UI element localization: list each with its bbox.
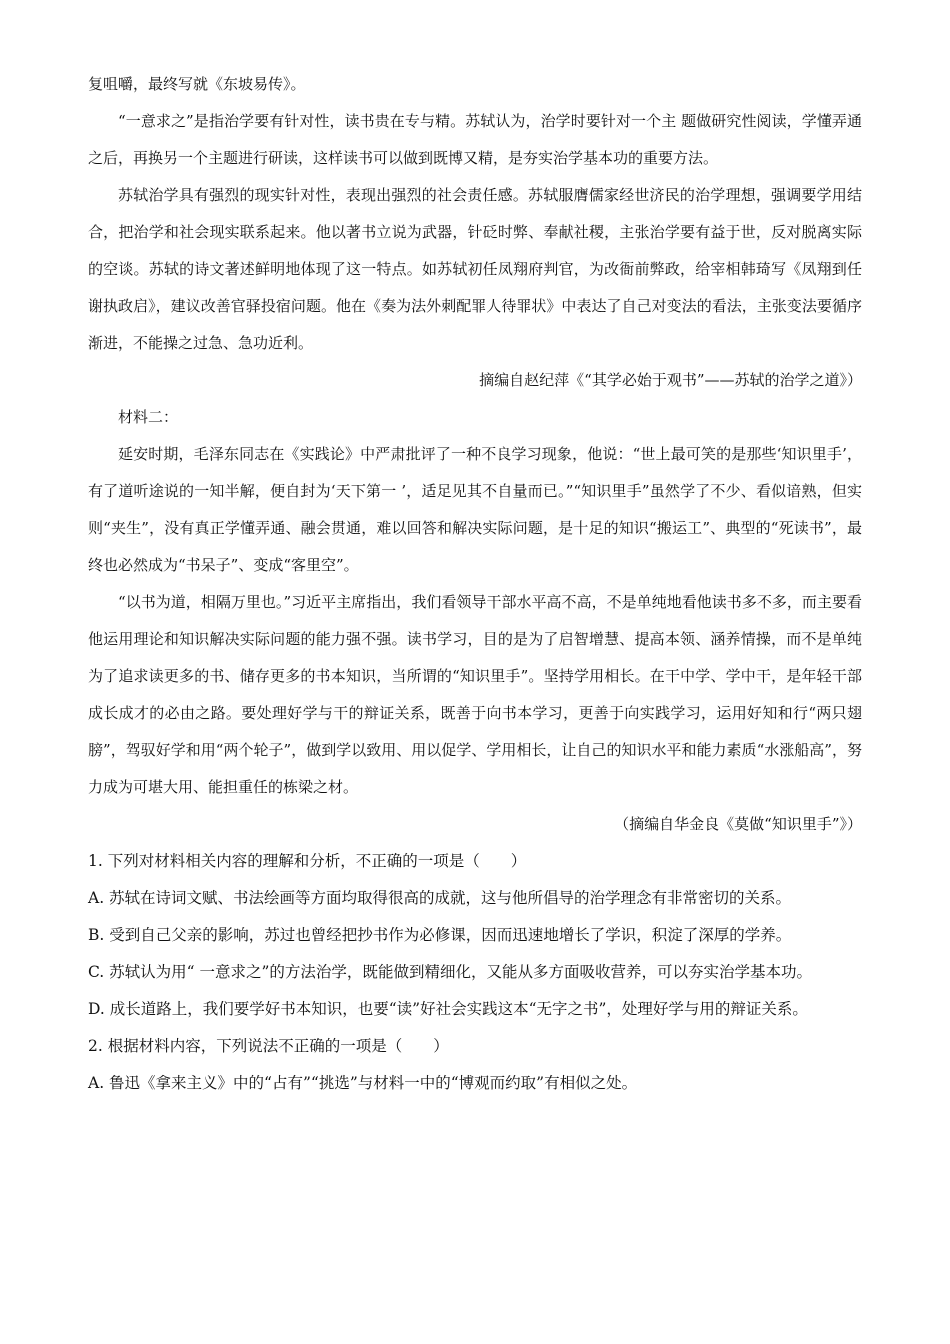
paragraph-continuation: 复咀嚼，最终写就《东坡易传》。 xyxy=(88,75,306,93)
paragraph-xi-reading: “以书为道，相隔万里也。”习近平主席指出，我们看领导干部水平高不高，不是单纯地看他读书多不多，而主要看他运用理论和知识解决实际问题的能力强不强。读书学习，目的是为了启智增慧、提高本领、涵养情操，而不是单纯为了追求读更多的书、储存更多的书本知识，当所谓的“知识里手”。坚持学用相长。在干中学、学中干，是年轻干部成长成才的必由之路。要处理好学与干的辩证关系，既善于向书本学习，更善于向实践学习，运用好知和行“两只翅膀”，驾驭好学和用“两个轮子”，做到学以致用、用以促学、学用相长，让自己的知识水平和能力素质“水涨船高”，努力成为可堪大用、能担重任的栋梁之材。 xyxy=(88,593,862,796)
paragraph-yiyiqiuzhi: “一意求之”是指治学要有针对性，读书贵在专与精。苏轼认为，治学时要针对一个主 题做研究性阅读，学懂弄通之后，再换另一个主题进行研读，这样读书可以做到既博又精，是夯实治学基本功的重要方法。 xyxy=(88,112,862,167)
paragraph-yanan: 延安时期，毛泽东同志在《实践论》中严肃批评了一种不良学习现象，他说：“世上最可笑的是那些‘知识里手’，有了道听途说的一知半解，便自封为‘天下第一 ’，适足见其不自量而已。”“知识里手”虽然学了不少、看似谙熟，但实则“夹生”，没有真正学懂弄通、融会贯通，难以回答和解决实际问题，是十足的知识“搬运工”、典型的“死读书”，最终也必然成为“书呆子”、变成“客里空”。 xyxy=(88,445,862,574)
source-citation-1: 摘编自赵纪萍《“其学必始于观书”——苏轼的治学之道》） xyxy=(479,371,862,389)
source-citation-2: （摘编自华金良《莫做“知识里手”》） xyxy=(614,815,862,833)
question-1-option-d: D. 成长道路上，我们要学好书本知识，也要“读”好社会实践这本“无字之书”，处理好学与用的辩证关系。 xyxy=(88,1000,808,1018)
material-two-heading: 材料二： xyxy=(118,408,179,426)
question-1-option-c: C. 苏轼认为用“ 一意求之”的方法治学，既能做到精细化，又能从多方面吸收营养，可以夯实治学基本功。 xyxy=(88,963,812,981)
question-2-stem: 2. 根据材料内容，下列说法不正确的一项是（ ） xyxy=(88,1037,449,1055)
document-page xyxy=(88,66,862,1102)
question-1-option-a: A. 苏轼在诗词文赋、书法绘画等方面均取得很高的成就，这与他所倡导的治学理念有非常密切的关系。 xyxy=(88,889,792,907)
question-1-option-b: B. 受到自己父亲的影响，苏过也曾经把抄书作为必修课，因而迅速地增长了学识，积淀了深厚的学养。 xyxy=(88,926,792,944)
question-2-option-a: A. 鲁迅《拿来主义》中的“占有”“挑选”与材料一中的“博观而约取”有相似之处。 xyxy=(88,1074,638,1092)
question-1-stem: 1. 下列对材料相关内容的理解和分析，不正确的一项是（ ） xyxy=(88,852,527,870)
paragraph-social-responsibility: 苏轼治学具有强烈的现实针对性，表现出强烈的社会责任感。苏轼服膺儒家经世济民的治学理想，强调要学用结合，把治学和社会现实联系起来。他以著书立说为武器，针砭时弊、奉献社稷，主张治学要有益于世，反对脱离实际的空谈。苏轼的诗文著述鲜明地体现了这一特点。如苏轼初任凤翔府判官，为改衙前弊政，给宰相韩琦写《凤翔到任谢执政启》，建议改善官驿投宿问题。他在《奏为法外刺配罪人待罪状》中表达了自己对变法的看法，主张变法要循序渐进，不能操之过急、急功近利。 xyxy=(88,186,862,352)
